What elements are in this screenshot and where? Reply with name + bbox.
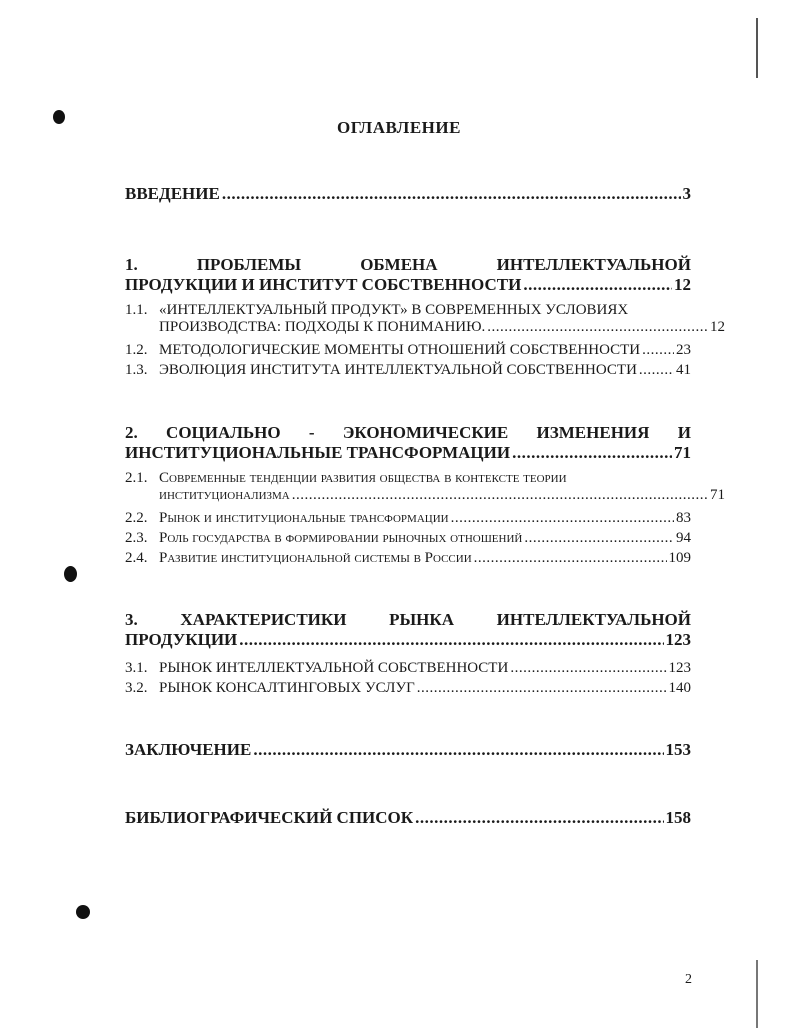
page-number: 2 <box>685 972 692 987</box>
toc-bibliography[interactable]: БИБЛИОГРАФИЧЕСКИЙ СПИСОК ..... 158 <box>125 808 691 828</box>
toc-intro-page: 3 <box>682 184 691 203</box>
toc-chapter-1[interactable] <box>125 255 691 295</box>
toc-section-1-3[interactable]: 1.3. ЭВОЛЮЦИЯ ИНСТИТУТА ИНТЕЛЛЕКТУАЛЬНОЙ СОБСТВЕННОСТИ ..... 41 <box>125 362 691 379</box>
toc-intro-label: ВВЕДЕНИЕ <box>125 184 220 203</box>
toc-chapter-2[interactable] <box>125 423 691 463</box>
hole-punch-mark <box>64 566 77 582</box>
toc-chapter-3[interactable] <box>125 610 691 650</box>
chapter-page: 123 <box>665 630 691 649</box>
scan-edge-bottom <box>756 960 758 1028</box>
hole-punch-mark <box>76 905 90 919</box>
chapter-heading-line1: 2. СОЦИАЛЬНО - ЭКОНОМИЧЕСКИЕ ИЗМЕНЕНИЯ И <box>125 423 691 442</box>
toc-intro[interactable] <box>125 184 691 204</box>
toc-section-3-2[interactable]: 3.2. РЫНОК КОНСАЛТИНГОВЫХ УСЛУГ ..... 140 <box>125 680 691 697</box>
scan-edge-top <box>756 18 758 78</box>
toc-section-2-2[interactable]: 2.2. Рынок и институциональные трансформации ..... 83 <box>125 510 691 527</box>
toc-section-2-1[interactable]: 2.1. Современные тенденции развития общества в контексте теории институционализма ..... 71 <box>125 470 691 504</box>
toc-section-3-1[interactable]: 3.1. РЫНОК ИНТЕЛЛЕКТУАЛЬНОЙ СОБСТВЕННОСТИ ..... 123 <box>125 660 691 677</box>
toc-section-2-4[interactable]: 2.4. Развитие институциональной системы в России ..... 109 <box>125 550 691 567</box>
chapter-heading-line1: 3. ХАРАКТЕРИСТИКИ РЫНКА ИНТЕЛЛЕКТУАЛЬНОЙ <box>125 610 691 629</box>
toc-section-1-1[interactable]: 1.1. «ИНТЕЛЛЕКТУАЛЬНЫЙ ПРОДУКТ» В СОВРЕМЕННЫХ УСЛОВИЯХ ПРОИЗВОДСТВА: ПОДХОДЫ К ПОНИМАНИЮ. ..... 12 <box>125 302 691 336</box>
chapter-heading-line2: ПРОДУКЦИИ И ИНСТИТУТ СОБСТВЕННОСТИ <box>125 275 522 294</box>
toc-section-1-2[interactable]: 1.2. МЕТОДОЛОГИЧЕСКИЕ МОМЕНТЫ ОТНОШЕНИЙ СОБСТВЕННОСТИ ..... 23 <box>125 342 691 359</box>
page-title: ОГЛАВЛЕНИЕ <box>337 118 461 137</box>
chapter-heading-line2: ИНСТИТУЦИОНАЛЬНЫЕ ТРАНСФОРМАЦИИ <box>125 443 511 462</box>
chapter-page: 71 <box>674 443 691 462</box>
toc-conclusion[interactable]: ЗАКЛЮЧЕНИЕ ..... 153 <box>125 740 691 760</box>
chapter-page: 12 <box>674 275 691 294</box>
chapter-heading-line1: 1. ПРОБЛЕМЫ ОБМЕНА ИНТЕЛЛЕКТУАЛЬНОЙ <box>125 255 691 274</box>
toc-section-2-3[interactable]: 2.3. Роль государства в формировании рыночных отношений ..... 94 <box>125 530 691 547</box>
chapter-heading-line2: ПРОДУКЦИИ <box>125 630 238 649</box>
